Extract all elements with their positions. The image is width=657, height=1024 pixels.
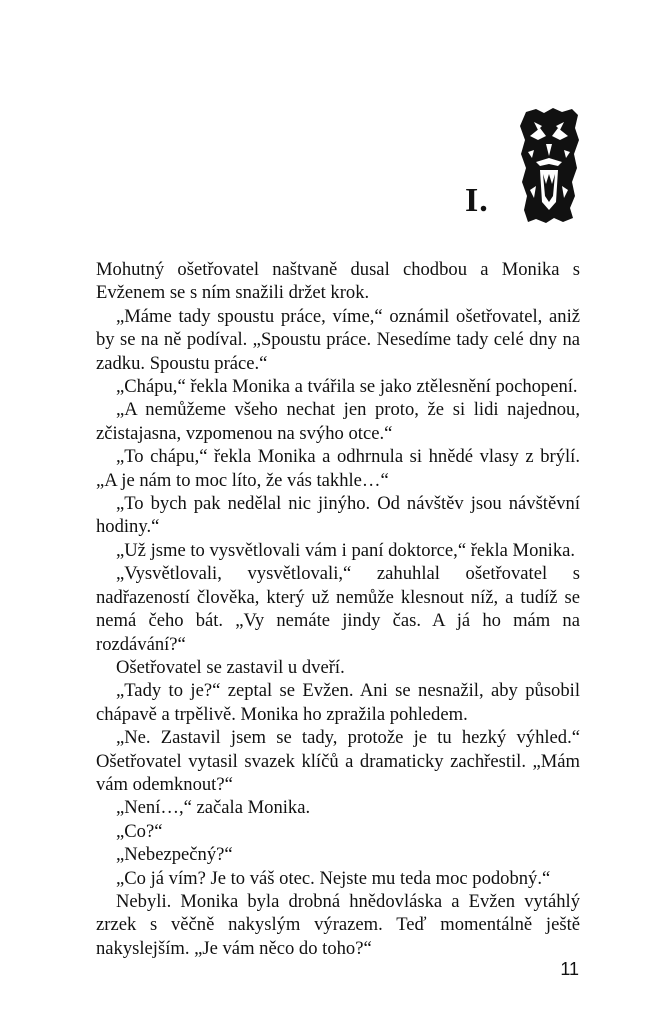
- paragraph: „To bych pak nedělal nic jinýho. Od návštěv jsou návštěvní hodiny.“: [96, 493, 580, 538]
- chapter-text: [96, 258, 580, 960]
- paragraph: „Máme tady spoustu práce, víme,“ oznámil ošetřovatel, aniž by se na ně podíval. „Spoustu práce. Nesedíme tady celé dny na zadku. Spoustu práce.“: [96, 305, 580, 374]
- paragraph: „A nemůžeme všeho nechat jen proto, že si lidi najednou, zčistajasna, vzpomenou na svýho otce.“: [96, 399, 580, 444]
- page-number: 11: [560, 959, 579, 979]
- chapter-number: I.: [465, 182, 489, 219]
- paragraph: „Ne. Zastavil jsem se tady, protože je tu hezký výhled.“ Ošetřovatel vytasil svazek klíčů a dramaticky zachřestil. „Mám vám odemknout?“: [96, 727, 580, 795]
- paragraph: „Chápu,“ řekla Monika a tvářila se jako ztělesnění pochopení.: [116, 376, 578, 398]
- paragraph: „Vysvětlovali, vysvětlovali,“ zahuhlal ošetřovatel s nadřazeností člověka, který už nemůže klesnout níž, a tudíž se nemá čeho bát. „Vy nemáte jindy čas. A já ho mám na rozdávání?“: [96, 563, 580, 655]
- paragraph: „Tady to je?“ zeptal se Evžen. Ani se nesnažil, aby působil chápavě a trpělivě. Monika ho zpražila pohledem.: [96, 680, 580, 725]
- paragraph: „To chápu,“ řekla Monika a odhrnula si hnědé vlasy z brýlí. „A je nám to moc líto, že vás takhle…“: [96, 446, 580, 491]
- paragraph: „Už jsme to vysvětlovali vám i paní doktorce,“ řekla Monika.: [116, 539, 576, 561]
- paragraph: Ošetřovatel se zastavil u dveří.: [116, 656, 345, 678]
- paragraph: „Nebezpečný?“: [116, 844, 233, 866]
- paragraph: „Co?“: [116, 820, 163, 842]
- paragraph: Nebyli. Monika byla drobná hnědovláska a Evžen vytáhlý zrzek s věčně nakyslým výrazem. Teď momentálně ještě nakyslejším. „Je vám něco do toho?“: [96, 890, 580, 959]
- paragraph: „Co já vím? Je to váš otec. Nejste mu teda moc podobný.“: [116, 867, 551, 889]
- demon-face-icon: [516, 106, 582, 224]
- paragraph: „Není…,“ začala Monika.: [116, 797, 311, 819]
- chapter-heading: [0, 0, 657, 240]
- paragraph: Mohutný ošetřovatel naštvaně dusal chodbou a Monika s Evženem se s ním snažili držet krok.: [96, 259, 580, 304]
